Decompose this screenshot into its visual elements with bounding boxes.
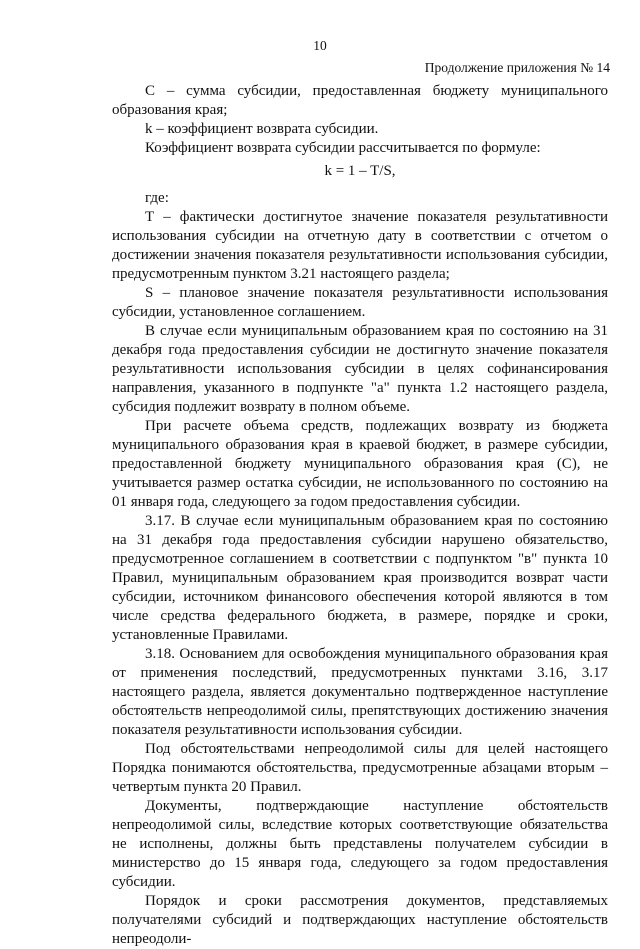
paragraph-documents: Документы, подтверждающие наступление обстоятельств непреодолимой силы, вследствие которых соответствующие обязательства не исполнены, должны быть представлены получателем субсидии в министерство до 15 января года, следующего за годом предоставления субсидии. bbox=[112, 798, 608, 890]
paragraph-formula-intro: Коэффициент возврата субсидии рассчитывается по формуле: bbox=[145, 140, 541, 156]
page-number: 10 bbox=[313, 38, 327, 53]
paragraph-3-17: 3.17. В случае если муниципальным образованием края по состоянию на 31 декабря года предоставления субсидии нарушено обязательство, предусмотренное соглашением в соответствии с подпунктом "в" пункта 10 Правил, муниципальным образованием края производится возврат части субсидии, источником финансового обеспечения которой являются в том числе средства федерального бюджета, в размере, порядке и сроки, установленные Правилами. bbox=[112, 513, 608, 643]
paragraph-review-procedure: Порядок и сроки рассмотрения документов, представляемых получателями субсидий и подтверждающих наступление обстоятельств непреодоли- bbox=[112, 893, 608, 947]
paragraph-3-18: 3.18. Основанием для освобождения муниципального образования края от применения последствий, предусмотренных пунктами 3.16, 3.17 настоящего раздела, является документально подтвержденное наступление обстоятельств непреодолимой силы, препятствующих достижению значения показателя результативности использования субсидии. bbox=[112, 646, 608, 738]
appendix-continuation-note: Продолжение приложения № 14 bbox=[424, 60, 610, 75]
paragraph-s-definition: S – плановое значение показателя результативности использования субсидии, установленное соглашением. bbox=[112, 285, 608, 320]
paragraph-c-definition: С – сумма субсидии, предоставленная бюджету муниципального образования края; bbox=[112, 83, 608, 118]
formula: k = 1 – T/S, bbox=[324, 163, 396, 179]
paragraph-t-definition: Т – фактически достигнутое значение показателя результативности использования субсидии на отчетную дату в соответствии с отчетом о достижении значения показателя результативности использования субсидии, предусмотренным пунктом 3.21 настоящего раздела; bbox=[112, 209, 608, 282]
paragraph-full-return: В случае если муниципальным образованием края по состоянию на 31 декабря года предоставления субсидии не достигнуто значение показателя результативности использования субсидии в целях софинансирования направления, указанного в подпункте "а" пункта 1.2 настоящего раздела, субсидия подлежит возврату в полном объеме. bbox=[112, 323, 608, 415]
paragraph-force-majeure: Под обстоятельствами непреодолимой силы для целей настоящего Порядка понимаются обстоятельства, предусмотренные абзацами вторым – четвертым пункта 20 Правил. bbox=[112, 741, 608, 795]
document-body bbox=[112, 82, 608, 949]
paragraph-return-calculation: При расчете объема средств, подлежащих возврату из бюджета муниципального образования края в краевой бюджет, в размере субсидии, предоставленной бюджету муниципального образования края (С), не учитывается размер остатка субсидии, не использованного по состоянию на 01 января года, следующего за годом предоставления субсидии. bbox=[112, 418, 608, 510]
paragraph-where: где: bbox=[145, 190, 169, 206]
paragraph-k-definition: k – коэффициент возврата субсидии. bbox=[145, 121, 379, 137]
